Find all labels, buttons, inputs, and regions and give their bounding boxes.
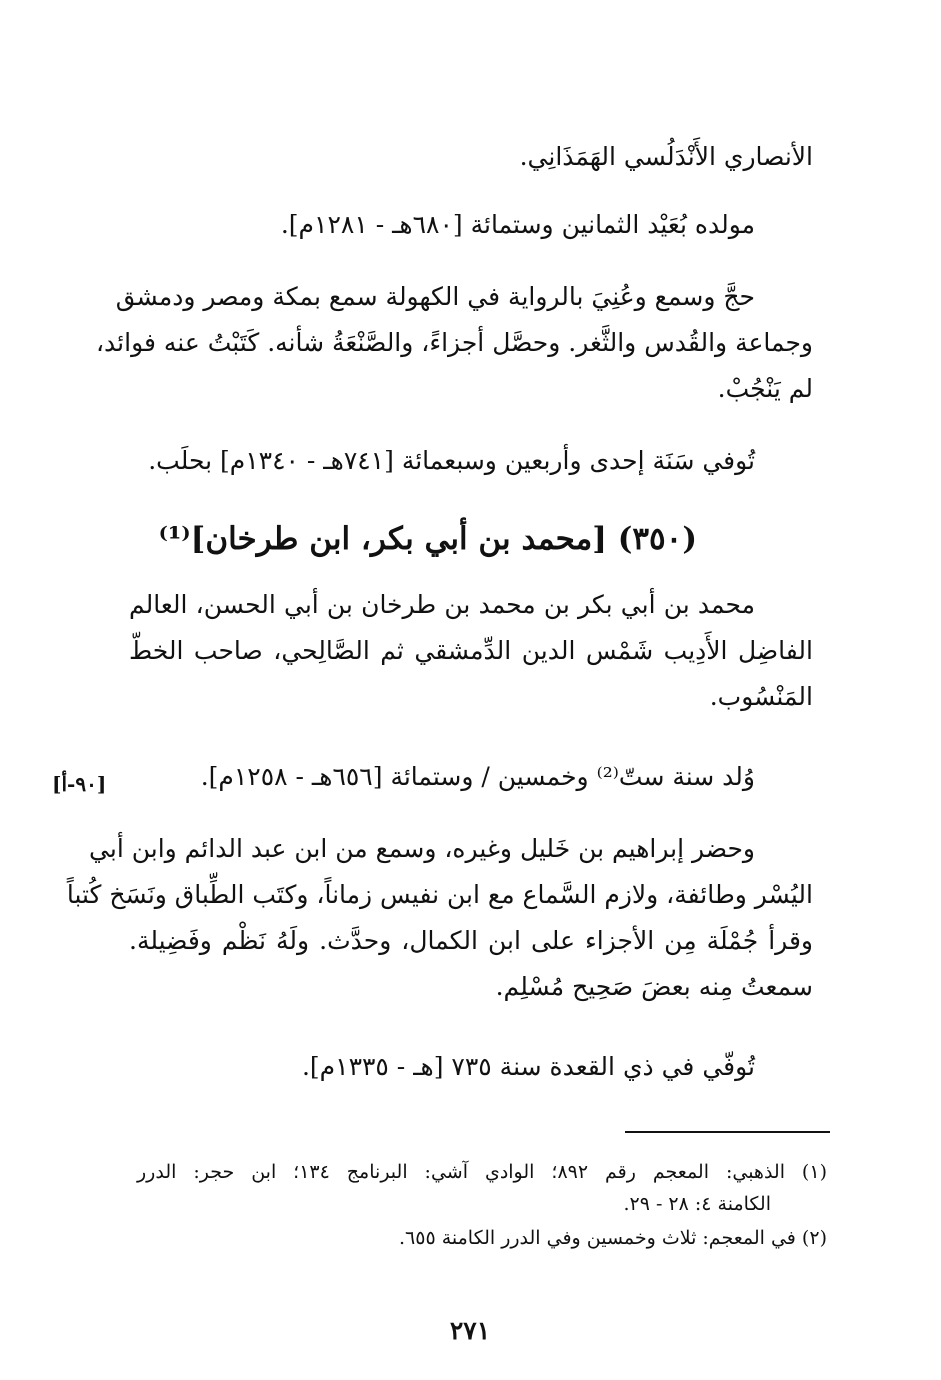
manuscript-folio-marker: [٩٠-أ]: [52, 772, 107, 796]
death-line: تُوفي سَنَة إحدى وأربعين وسبعمائة [٧٤١هـ - ١٣٤٠م] بحلَب.: [148, 446, 755, 475]
paragraph-line: وقرأ جُمْلَة مِن الأجزاء على ابن الكمال، وحدَّث. ولَهُ نَظْم وفَضِيلة.: [129, 926, 813, 955]
footnote: الكامنة ٤: ٢٨ - ٢٩.: [623, 1193, 771, 1215]
paragraph-line: حجَّ وسمع وعُنِيَ بالرواية في الكهولة سمع بمكة ومصر ودمشق: [115, 282, 755, 311]
paragraph-line: وجماعة والقُدس والثَّغر. وحصَّل أجزاءً، والصَّنْعَةُ شأنه. كَتَبْتُ عنه فوائد،: [95, 328, 813, 357]
paragraph-line: المَنْسُوب.: [709, 682, 813, 711]
page-number: ٢٧١: [449, 1316, 491, 1345]
birth-line: مولده بُعَيْد الثمانين وستمائة [٦٨٠هـ - ١٢٨١م].: [280, 210, 755, 239]
paragraph-line: الفاضِل الأَدِيب شَمْس الدين الدِّمشقي ثم الصَّالِحي، صاحب الخطّ: [129, 636, 813, 665]
paragraph-line: محمد بن أبي بكر بن محمد بن طرخان بن أبي الحسن، العالم: [129, 590, 755, 619]
paragraph-line: اليُسْر وطائفة، ولازم السَّماع مع ابن نفيس زماناً، وكتَب الطِّباق ونَسَخ كُتباً: [66, 880, 813, 909]
footnote: (١) الذهبي: المعجم رقم ٨٩٢؛ الوادي آشي: البرنامج ١٣٤؛ ابن حجر: الدرر: [137, 1161, 827, 1183]
footnote-separator: [625, 1131, 830, 1133]
birth-line: وُلد سنة ستّ⁽²⁾ وخمسين / وستمائة [٦٥٦هـ - ١٢٥٨م].: [200, 762, 755, 791]
paragraph-line: لم يَنْجُبْ.: [717, 374, 813, 403]
death-line: تُوفّي في ذي القعدة سنة ٧٣٥ [هـ - ١٣٣٥م].: [301, 1052, 755, 1081]
entry-heading: (٣٥٠) [محمد بن أبي بكر، ابن طرخان]⁽¹⁾: [158, 521, 697, 557]
name-line: الأنصاري الأَنْدَلُسي الهَمَذَانِي.: [519, 142, 813, 171]
paragraph-line: وحضر إبراهيم بن خَليل وغيره، وسمع من ابن عبد الدائم وابن أبي: [89, 834, 755, 863]
footnote: (٢) في المعجم: ثلاث وخمسين وفي الدرر الكامنة ٦٥٥.: [399, 1227, 827, 1249]
paragraph-line: سمعتُ مِنه بعضَ صَحِيح مُسْلِم.: [495, 972, 813, 1001]
